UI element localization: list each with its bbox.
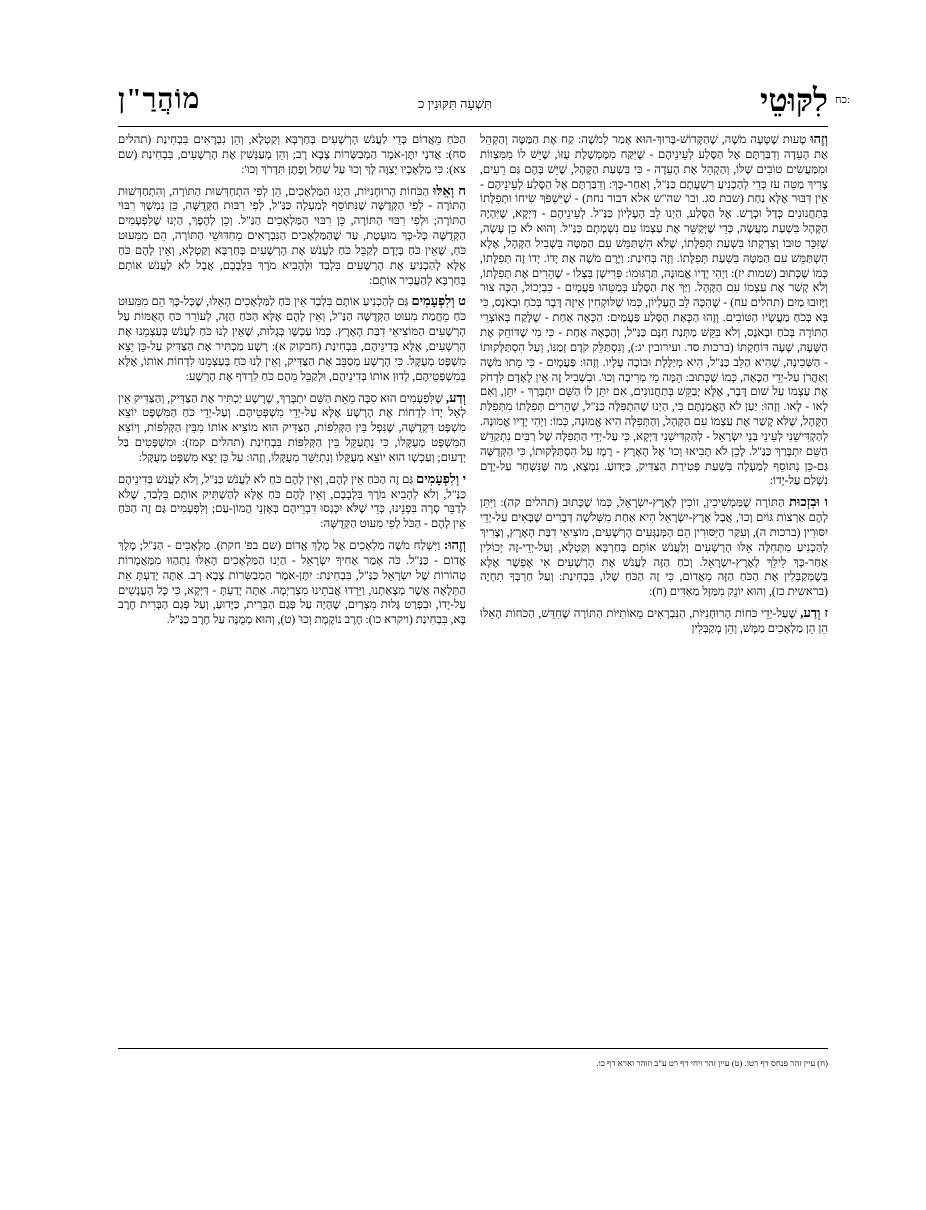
- book-title: לִקּוּטֵי: [760, 82, 828, 118]
- paragraph-text: גַּם לְהַכְנִיעַ אוֹתָם בִּלְבַד אֵין כֹּחַ לַמַּלְאָכִים הָאֵלּוּ, שֶׁכָּל-כָּךְ הֵם מִמִּעוּט כֹּחַ מֵחֲמַת מִעוּט הַקְּדֻשָּׁה הַנַּ"ל, וְאֵין לָהֶם אֶלָּא הַכֹּחַ הַזֶּה, לְעוֹרֵר כֹּחַ הָאֻמּוֹת עַל הָרְשָׁעִים הַמּוֹצִיאֵי דִבַּת הָאָרֶץ. כְּמוֹ עַכְשָׁו בְּגָלוּת, שֶׁאֵין לָנוּ כֹּחַ לַעֲנֹשׁ בְּעַצְמֵנוּ אֶת הָרְשָׁעִים, אֶלָּא בְּדִינֵיהֶם, בִּבְחִינַת (חבקוק א): רָשָׁע מַכְתִּיר אֶת הַצַּדִּיק עַל-כֵּן יֵצֵא מִשְׁפָּט מְעֻקָּל. כִּי הָרָשָׁע מְסַבֵּב אֶת הַצַּדִּיק, וְאֵין לָנוּ כֹּחַ בְּעַצְמֵנוּ לִדְחוֹת אוֹתוֹ, אֶלָּא בְּמִשְׁפְּטֵיהֶם, לָדוּן אוֹתוֹ בְּדִינֵיהֶם, וּלְקַבֵּל מֵהֶם כֹּחַ לִרְדֹּף אֶת הָרָשָׁע:: [118, 295, 466, 383]
- footnote-rule: [118, 1048, 828, 1049]
- right-column: [480, 132, 828, 643]
- paragraph-lead: וְדַע,: [445, 389, 466, 405]
- page-header: [118, 82, 850, 126]
- paragraph: [118, 538, 466, 628]
- paragraph: [118, 294, 466, 384]
- page-number: כח:: [835, 94, 850, 106]
- paragraph-text: הַכֹּחַ מֵאֲדוֹם כְּדֵי לַעֲנֹשׁ הָרְשָׁעִים בְּחַרְבָּא וְקַטְלָא, וְהֵן נִבְרָאִים בִּבְחִינַת (תהלים סח): אֲדֹנָי יִתֶּן-אֹמֶר הַמְבַשְּׂרוֹת צָבָא רָב; וְהֵן מְעַנְּשִׁין אֶת הָרְשָׁעִים, בִּבְחִינַת (שם צא): כִּי מַלְאָכָיו יְצַוֶּה לָּךְ וְכוּ' עַל שַׁחַל וָפֶתֶן תִּדְרֹךְ וְכוּ':: [118, 133, 466, 176]
- paragraph: [480, 495, 828, 600]
- paragraph: [480, 606, 828, 637]
- paragraph-lead: ז וְדַע,: [800, 605, 829, 621]
- paragraph: [118, 184, 466, 289]
- header-rule: [118, 126, 828, 127]
- paragraph-text: שֶׁעַל-יְדֵי כֹּחוֹת הָרוּחָנִיּוֹת, הַנִּבְרָאִים מֵאוֹתִיּוֹת הַתּוֹרָה שֶׁחִדֵּשׁ, הַכֹּחוֹת הָאֵלּוּ הֵן הֵן מַלְאָכִים מַמָּשׁ, וְהֵן מְקַבְּלִין: [480, 607, 828, 635]
- paragraph-text: הַכֹּחוֹת הָרוּחָנִיּוֹת, הַיְנוּ הַמַּלְאָכִים, הֵן לְפִי הִתְחַדְּשׁוּת הַתּוֹרָה, וְהִתְחַדְּשׁוּת הַתּוֹרָה - לְפִי הַקְּדֻשָּׁה שֶׁנִּתּוֹסֵף לְמַעְלָה כַּנַּ"ל, לְפִי רִבּוּת הַקְּדֻשָּׁה, כֵּן נִמְשָׁךְ רִבּוּי הַתּוֹרָה; וּלְפִי רִבּוּי הַתּוֹרָה, כֵּן רִבּוּי הַמַּלְאָכִים הַנַּ"ל. וְכֵן לְהֶפֶךְ, הַיְנוּ שֶׁלִּפְעָמִים הַקְּדֻשָּׁה כָּל-כָּךְ מוּעֶטֶת, עַד שֶׁהַמַּלְאָכִים הַנִּבְרָאִים מֵחִדּוּשֵׁי הַתּוֹרָה, הֵם מִמִּעוּט כֹּחַ, שֶׁאֵין כֹּחַ בְּיָדָם לְקַבֵּל כֹּחַ לַעֲנֹשׁ אֶת הָרְשָׁעִים בְּחַרְבָּא וְקַטְלָא, וְאֵין לָהֶם כֹּחַ אֶלָּא לְהַכְנִיעַ אֶת הָרְשָׁעִים בִּלְבַד וּלְהָבִיא מֹרֶךְ בִּלְבָבָם, אֲבָל לֹא לַעֲנֹשׁ אוֹתָם בְּחַרְבָּא לְהַעֲבִיר אוֹתָם:: [118, 184, 466, 287]
- paragraph-lead: ו וּבִזְכוּת: [789, 494, 828, 510]
- paragraph: [118, 391, 466, 466]
- paragraph-lead: וְזֶהוּ: [810, 131, 828, 146]
- paragraph-lead: י וְלִפְעָמִים: [416, 470, 466, 486]
- paragraph-text: גַּם זֶה הַכֹּחַ אֵין לָהֶם, וְאֵין לָהֶם כֹּחַ לֹא לַעֲנֹשׁ כַּנַּ"ל, וְלֹא לַעֲנֹשׁ בְּדִינֵיהֶם כַּנַּ"ל, וְלֹא לְהָבִיא מֹרֶךְ בִּלְבָבָם, וְאֵין לָהֶם כֹּחַ אֶלָּא לְהַשְׁתִּיק אוֹתָם בִּלְבַד, שֶׁלֹּא לְדַבֵּר סָרָה בִּפְנֵינוּ, כְּדֵי שֶׁלֹּא יִכָּנְסוּ דִּבְרֵיהֶם בְּאָזְנֵי הֲמוֹן-עַם; וְלִפְעָמִים גַּם זֶה הַכֹּחַ אֵין לָהֶם - הַכֹּל לְפִי מִעוּט הַקְּדֻשָּׁה:: [118, 472, 466, 531]
- paragraph: [480, 132, 828, 489]
- left-column: [118, 132, 466, 634]
- paragraph: [118, 472, 466, 532]
- footnote: (ח) עיין זהר פנחס דף רטו. (ט) עיין זהר ויחי דף רט ע"ב וזוהר וארא דף כו.: [596, 1058, 828, 1068]
- paragraph-text: שֶׁלִּפְעָמִים הוּא סִבָּה מֵאֵת הַשֵּׁם יִתְבָּרַךְ, שֶׁרָשָׁע יַכְתִּיר אֶת הַצַּדִּיק, וְהַצַּדִּיק אֵין לְאֵל יָדוֹ לִדְחוֹת אֶת הָרָשָׁע אֶלָּא עַל-יְדֵי מִשְׁפְּטֵיהֶם. וְעַל-יְדֵי כֹּחַ הַמִּשְׁפָּט יוֹצֵא מִשְׁפָּט דִּקְדֻשָּׁה, שֶׁנִּפְל בֵּין הַקְּלִפּוֹת, הַצַּדִּיק הוּא מוֹצִיא אוֹתוֹ מִבֵּין הַקְּלִפּוֹת, וְיוֹצֵא הַמִּשְׁפָּט מְעֻקָּלוֹ, כִּי נִתְעַקֵּל בֵּין הַקְּלִפּוֹת בִּבְחִינַת (תהלים קמז): וּמִשְׁפָּטִים בַּל יְדָעוּם; וְעַכְשָׁו הוּא יוֹצֵא מְעֻקָּלוֹ וְנִתְיַשֵּׁר מְעֻקָּלוֹ, וְזֶהוּ: עַל כֵּן יֵצֵא מִשְׁפָּט מְעֻקָּל:: [118, 391, 466, 464]
- paragraph: [118, 132, 466, 178]
- paragraph-text: הַתּוֹרָה שֶׁמַּמְשִׁיכִין, זוֹכִין לְאֶרֶץ-יִשְׂרָאֵל, כְּמוֹ שֶׁכָּתוּב (תהלים קה): וַיִּתֵּן לָהֶם אַרְצוֹת גּוֹיִם וְכוּ', אֲבָל אֶרֶץ-יִשְׂרָאֵל הִיא אַחַת מִשְּׁלֹשָׁה דְּבָרִים שֶׁבָּאִים עַל-יְדֵי יִסּוּרִין (ברכות ה), וְעִקַּר הַיִּסּוּרִין הֵם הַמְּנַגְּעִים הָרְשָׁעִים, מוֹצִיאֵי דִבַּת הָאָרֶץ, וְצָרִיךְ לְהַכְנִיעַ מִתְּחִלָּה אֵלּוּ הָרְשָׁעִים וְלַעֲנֹשׁ אוֹתָם בְּחַרְבָּא וְקַטְלָא, וְעַל-יְדֵי-זֶה יְכוֹלִין אַחַר-כָּךְ לֵילֵךְ לְאֶרֶץ-יִשְׂרָאֵל. וְכֹחַ הַזֶּה לַעֲנֹשׁ אֶת הָרְשָׁעִים אִי אֶפְשָׁר אֶלָּא בְּשֶׁמְּקַבְּלִין אֶת הַכֹּחַ הַזֶּה מֵאֲדוֹם, כִּי זֶה הַכֹּחַ שֶׁלּוֹ, בִּבְחִינַת: וְעַל חַרְבְּךָ תִחְיֶה (בראשית כז), וְהוּא יוֹנֵק מִמַּזָּל מַאְדִּים (ח):: [480, 496, 828, 599]
- paragraph-text: וַיִּשְׁלַח מֹשֶׁה מַלְאָכִים אֶל מֶלֶךְ אֱדוֹם (שם בפ' חקת). מַלְאָכִים - הַנַּ"ל; מֶלֶךְ אֱדוֹם - כַּנַּ"ל. כֹּה אָמַר אָחִיךָ יִשְׂרָאֵל - הַיְנוּ הַמַּלְאָכִים הָאֵלּוּ נִתְהַוּוּ מִמַּאֲמָרוֹת טְהוֹרוֹת שֶׁל יִשְׂרָאֵל כַּנַּ"ל, בִּבְחִינַת: יִתֶּן-אֹמֶר הַמְבַשְּׂרוֹת צָבָא רָב. אַתָּה יָדַעְתָּ אֵת הַתְּלָאָה אֲשֶׁר מְצָאַתְנוּ, וַיֵּרְדוּ אֲבֹתֵינוּ מִצְרַיְמָה. אַתָּה יָדַעְתָּ - דַּיְקָא, כִּי כָּל הָעֳנָשִׁים עַל-יָדוֹ, וּבִפְרַט גָּלוּת מִצְרַיִם, שֶׁהָיָה עַל פְּגַם הַבְּרִית, כַּיָּדוּעַ, וְעַל פְּגַם הַבְּרִית חֶרֶב בָּא, בִּבְחִינַת (ויקרא כו): חֶרֶב נוֹקֶמֶת וְכוּ' (ט), וְהוּא מְמֻנֶּה עַל חֶרֶב כַּנַּ"ל.: [118, 539, 466, 627]
- paragraph-text: טָעוּת שֶׁטָּעָה מֹשֶׁה, שֶׁהַקָּדוֹשׁ-בָּרוּךְ-הוּא אָמַר לְמֹשֶׁה: קַח אֶת הַמַּטֶּה וְהַקְהֵל אֶת הָעֵדָה וְדִבַּרְתֶּם אֶל הַסֶּלַע לְעֵינֵיהֶם - שֶׁיִּקַּח מִמֶּמְשֶׁלֶת עֻזּוֹ, שֶׁיֵּשׁ לוֹ מִמִּצְווֹת וּמִמַּעֲשִׂים טוֹבִים שֶׁלּוֹ, וְהַקְהֵל אֶת הָעֵדָה - כִּי בִּשְׁעַת הַקָּהָל, שֶׁיֵּשׁ בָּהֶם גַּם רֵעִים, צָרִיךְ מַטֵּה עֹז כְּדֵי לְהַכְנִיעַ רִשְׁעָתָם כַּנַּ"ל, וְאַחַר-כָּךְ: וְדִבַּרְתֶּם אֶל הַסֶּלַע לְעֵינֵיהֶם - אֵין דִּבּוּר אֶלָּא נַחַת (שבת סג. ובו' שה"ש אלא דבור נחת) - שֶׁיִּשְׁפֹּךְ שִׂיחוֹ וּתְפִלָּתוֹ בְּתַחֲנוּנִים כְּדַל וּכְרָשׁ. אֶל הַסֶּלַע, הַיְנוּ לֵב הָעֶלְיוֹן כַּנַּ"ל. לְעֵינֵיהֶם - דַּיְקָא, שֶׁיִּהְיֶה הַקָּהָל בִּשְׁעַת מַעֲשֶׂה, כְּדֵי שֶׁיְּקַשֵּׁר אֶת עַצְמוֹ עִם נִשְׁמָתָם כַּנַּ"ל. וְהוּא לֹא כֵן עָשָׂה, שֶׁזִּכֵּר טוּבוֹ וְצִדְקָתוֹ בִּשְׁעַת תְּפִלָּתוֹ, שֶׁלֹּא הִשְׁתַּמֵּשׁ עִם הַמַּטֶּה בִּשְׁבִיל הַקָּהָל, אֶלָּא הִשְׁתַּמֵּשׁ עִם הַמַּטֶּה בִּשְׁעַת תְּפִלָּתוֹ. וְזֶה בְּחִינַת: וַיָּרֶם מֹשֶׁה אֶת יָדוֹ. יָדוֹ זֶה תְּפִלָּתוֹ, כְּמוֹ שֶׁכָּתוּב (שמות יז): וַיְהִי יָדָיו אֱמוּנָה, תַּרְגּוּמוֹ: פְּרִישָׁן בִּצְלוֹ - שֶׁהֵרִים אֶת תְּפִלָּתוֹ, וְלֹא קָשַׁר אֶת עַצְמוֹ עִם הַקָּהָל. וַיַּךְ אֶת הַסֶּלַע בְּמַטֵּהוּ פַּעֲמָיִם - כִּבְיָכוֹל, הִכָּה צוּר וַיָּזוּבוּ מַיִם (תהלים עח) - שֶׁהִכָּה לֵב הָעֶלְיוֹן, כְּמוֹ שֶׁלּוֹקְחִין אֵיזֶה דָּבָר בְּכֹחַ וּבְאֹנֶס, כִּי בָּא בְּכֹחַ מַעֲשָׂיו הַטּוֹבִים. וְזֶהוּ הַכָּאַת הַסֶּלַע פַּעֲמַיִם: הַכָּאָה אַחַת - שֶׁלָּקַח בְּאוֹצְרֵי הַתּוֹרָה בְּכֹחַ וּבְאֹנֶס, וְלֹא בִּקֵּשׁ מַתְּנַת חִנָּם כַּנַּ"ל, וְהַכָּאָה אַחַת - כִּי מִי שֶׁדּוֹחֵק אֶת הַשָּׁעָה, שָׁעָה דּוֹחַקְתּוֹ (ברכות סד. ועירובין יג:), וְנִסְתַּלֵּק קֹדֶם זְמַנּוֹ, וְעַל הִסְתַּלְּקוּתוֹ - הַשְּׁכִינָה, שֶׁהִיא הַלֵּב כַּנַּ"ל, הִיא מְיַלֶּלֶת וּבוֹכָה עָלָיו. וְזֶהוּ: פַּעֲמָיִם - כִּי מֵתוּ מֹשֶׁה וְאַהֲרֹן עַל-יְדֵי הַכָּאָה, כְּמוֹ שֶׁכָּתוּב: הֵמָּה מֵי מְרִיבָה וְכוּ'. וּבִשְׁבִיל זֶה אֵין לָאָדָם לִדְחֹק אֶת עַצְמוֹ עַל שׁוּם דָּבָר, אֶלָּא יְבַקֵּשׁ בְּתַחֲנוּנִים, אִם יִתֵּן לוֹ הַשֵּׁם יִתְבָּרַךְ - יִתֵּן, וְאִם לָאו - לָאו. וְזֶהוּ: יַעַן לֹא הֶאֱמַנְתֶּם בִּי, הַיְנוּ שֶׁהִתְפִּלָּה כַּנַּ"ל, שֶׁהֵרִים תְּפִלָּתוֹ מִתְּפִלַּת הַקָּהָל, שֶׁלֹּא קָשַׁר אֶת עַצְמוֹ עִם הַקָּהָל, וְהַתְּפִלָּה הִיא אֱמוּנָה, כְּמוֹ: וַיְהִי יָדָיו אֱמוּנָה. לְהַקְדִּישֵׁנִי לְעֵינֵי בְּנֵי יִשְׂרָאֵל - לְהַקְדִּישֵׁנִי דַּיְקָא, כִּי עַל-יְדֵי הַתְּפִלָּה שֶׁל רַבִּים נִתְקַדֵּשׁ הַשֵּׁם יִתְבָּרַךְ כַּנַּ"ל. לָכֵן לֹא תָבִיאוּ וְכוּ' אֶל הָאָרֶץ - רֶמֶז עַל הִסְתַּלְּקוּתוֹ, כִּי הַקְּדֻשָּׁה גַּם-כֵּן נִתּוֹסֵף לְמַעְלָה בִּשְׁעַת פְּטִירַת הַצַּדִּיק, כַּיָּדוּעַ. נִמְצָא, מַה שֶּׁנִּשְׁחַר עַל-יָדָם נִשְׁלַם עַל-יָדוֹ:: [480, 133, 828, 488]
- author-title: מוֹהֲרַ"ן: [118, 84, 201, 115]
- paragraph-lead: ח וְאֵלּוּ: [433, 182, 466, 198]
- section-title: תִּשְׁעָה תִּקּוּנִין כ: [418, 96, 492, 111]
- paragraph-lead: ט וְלִפְעָמִים: [411, 293, 466, 309]
- paragraph-lead: וְזֶהוּ:: [443, 537, 466, 553]
